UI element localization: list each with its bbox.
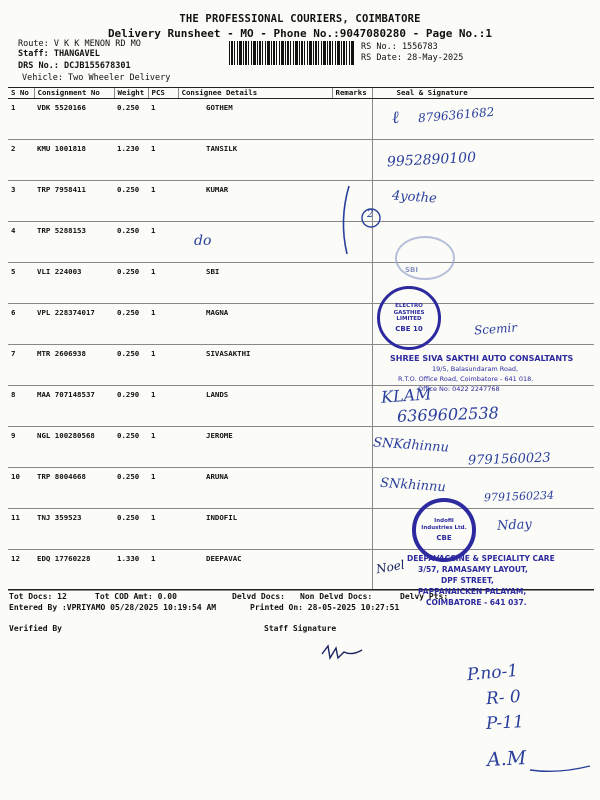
row-weight: 0.250 bbox=[114, 180, 148, 221]
siva-stamp-line4: Office No: 0422 2247768 bbox=[418, 385, 500, 393]
row-consignment: VLI 224003 bbox=[34, 262, 114, 303]
row-sno: 6 bbox=[8, 303, 34, 344]
row12-handwritten-sign: Noel bbox=[375, 557, 406, 577]
row10-handwritten-name: SNkhinnu bbox=[379, 475, 447, 496]
magna-stamp-ring: ELECTRO GASTHIES LIMITED bbox=[393, 303, 425, 323]
row7-handwritten-name: Scemir bbox=[473, 320, 518, 338]
row-sno: 9 bbox=[8, 426, 34, 467]
row-weight: 0.250 bbox=[114, 303, 148, 344]
row-consignee: SIVASAKTHI bbox=[178, 344, 332, 385]
bank-stamp-label: SBI bbox=[405, 266, 418, 274]
row-weight: 0.250 bbox=[114, 98, 148, 139]
table-row bbox=[8, 98, 594, 139]
runsheet-subtitle: Delivery Runsheet - MO - Phone No.:9047080280 - Page No.:1 bbox=[107, 27, 493, 40]
col-sno: S No bbox=[8, 87, 34, 98]
row-consignee: DEEPAVAC bbox=[178, 549, 332, 590]
row1-handwritten-phone: 8796361682 bbox=[417, 104, 495, 126]
row-consignee: GOTHEM bbox=[178, 98, 332, 139]
row3-handwritten-note: 4yothe bbox=[391, 188, 438, 207]
col-remarks: Remarks bbox=[332, 87, 372, 98]
row-remarks bbox=[332, 98, 372, 139]
row-consignment: TRP 8004668 bbox=[34, 467, 114, 508]
table-row bbox=[8, 139, 594, 180]
deepavac-stamp-line2: 3/57, RAMASAMY LAYOUT, bbox=[418, 565, 528, 574]
row9-handwritten-phone: 6369602538 bbox=[396, 403, 500, 426]
row-remarks bbox=[332, 344, 372, 385]
delivered-docs: Delvd Docs: bbox=[232, 592, 285, 601]
row-pcs: 1 bbox=[148, 344, 178, 385]
col-pcs: PCS bbox=[148, 87, 178, 98]
row2-handwritten-phone: 9952890100 bbox=[386, 149, 477, 171]
row-sno: 2 bbox=[8, 139, 34, 180]
deepavac-stamp-line4: PAPPANAICKEN PALAYAM, bbox=[418, 587, 527, 596]
row-consignee: JEROME bbox=[178, 426, 332, 467]
siva-stamp-line1: SHREE SIVA SAKTHI AUTO CONSALTANTS bbox=[390, 354, 574, 363]
barcode bbox=[229, 41, 355, 65]
total-cod: Tot COD Amt: 0.00 bbox=[95, 592, 177, 601]
row-sno: 5 bbox=[8, 262, 34, 303]
non-delivered-docs: Non Delvd Docs: bbox=[300, 592, 373, 601]
row-sno: 7 bbox=[8, 344, 34, 385]
row-weight: 0.250 bbox=[114, 262, 148, 303]
table-row bbox=[8, 262, 594, 303]
row-seal bbox=[372, 508, 594, 549]
row4-ditto-mark: do bbox=[194, 233, 212, 249]
consignment-table bbox=[8, 87, 594, 591]
row11-handwritten-note: Nday bbox=[496, 517, 533, 534]
magna-stamp-center: CBE 10 bbox=[395, 324, 423, 333]
table-row bbox=[8, 385, 594, 426]
row-pcs: 1 bbox=[148, 426, 178, 467]
row-remarks bbox=[332, 385, 372, 426]
row-weight: 0.250 bbox=[114, 344, 148, 385]
staff-signature-label: Staff Signature bbox=[264, 624, 337, 633]
table-header-row bbox=[8, 87, 594, 98]
table-row bbox=[8, 221, 594, 262]
deepavac-stamp-line1: DEEPAVACCINE & SPECIALITY CARE bbox=[407, 554, 555, 563]
row-consignment: MTR 2606938 bbox=[34, 344, 114, 385]
row-consignment: KMU 1001818 bbox=[34, 139, 114, 180]
vehicle-label: Vehicle: Two Wheeler Delivery bbox=[22, 73, 171, 83]
row-consignee: KUMAR bbox=[178, 180, 332, 221]
note-signature-tail bbox=[528, 760, 592, 778]
row-consignment: EDQ 17760228 bbox=[34, 549, 114, 590]
rs-number: RS No.: 1556783 bbox=[361, 42, 438, 52]
row-weight: 0.250 bbox=[114, 426, 148, 467]
row-sno: 8 bbox=[8, 385, 34, 426]
col-consignee: Consignee Details bbox=[178, 87, 332, 98]
row-sno: 1 bbox=[8, 98, 34, 139]
row-sno: 4 bbox=[8, 221, 34, 262]
staff-signature-scribble bbox=[318, 640, 368, 664]
rs-date: RS Date: 28-May-2025 bbox=[361, 53, 464, 63]
table-top-rule bbox=[8, 87, 594, 88]
row1-signature-mark: ℓ bbox=[390, 107, 401, 129]
drs-label: DRS No.: DCJB155678301 bbox=[18, 61, 131, 71]
entered-by: Entered By :VPRIYAMO 05/28/2025 10:19:54 AM bbox=[9, 603, 217, 612]
row-consignee: LANDS bbox=[178, 385, 332, 426]
row-remarks bbox=[332, 549, 372, 590]
delivery-points: Delvy Pts: bbox=[400, 592, 449, 601]
row-remarks bbox=[332, 262, 372, 303]
row-remarks bbox=[332, 467, 372, 508]
row-consignment: TRP 5288153 bbox=[34, 221, 114, 262]
col-seal: Seal & Signature bbox=[372, 87, 594, 98]
company-title: THE PROFESSIONAL COURIERS, COIMBATORE bbox=[179, 13, 421, 25]
row-consignee: MAGNA bbox=[178, 303, 332, 344]
row-remarks bbox=[332, 303, 372, 344]
faded-bank-stamp bbox=[395, 236, 455, 280]
table-row bbox=[8, 180, 594, 221]
row-sno: 10 bbox=[8, 467, 34, 508]
row-consignee: SBI bbox=[178, 262, 332, 303]
row-pcs: 1 bbox=[148, 139, 178, 180]
row-weight: 1.230 bbox=[114, 139, 148, 180]
row-remarks bbox=[332, 426, 372, 467]
row-consignee: TANSILK bbox=[178, 139, 332, 180]
row-consignment: TRP 7958411 bbox=[34, 180, 114, 221]
row-remarks bbox=[332, 139, 372, 180]
row-consignment: VDK 5520166 bbox=[34, 98, 114, 139]
siva-stamp-line2: 19/5, Balasundaram Road, bbox=[432, 365, 519, 373]
row-pcs: 1 bbox=[148, 262, 178, 303]
total-docs: Tot Docs: 12 bbox=[9, 592, 67, 601]
row-pcs: 1 bbox=[148, 303, 178, 344]
note-signature: A.M bbox=[486, 746, 527, 772]
row-pcs: 1 bbox=[148, 467, 178, 508]
row-sno: 12 bbox=[8, 549, 34, 590]
row9-handwritten-phone2: 9791560023 bbox=[467, 450, 551, 469]
row-consignee: INDOFIL bbox=[178, 508, 332, 549]
row-weight: 1.330 bbox=[114, 549, 148, 590]
deepavac-stamp-line3: DPF STREET, bbox=[441, 576, 494, 585]
row-remarks bbox=[332, 508, 372, 549]
bracket-mark bbox=[335, 180, 385, 260]
row-weight: 0.250 bbox=[114, 508, 148, 549]
row-pcs: 1 bbox=[148, 98, 178, 139]
row-consignment: NGL 100280568 bbox=[34, 426, 114, 467]
row9-handwritten-name: SNKdhinnu bbox=[372, 435, 450, 456]
note-p11: P-11 bbox=[485, 712, 525, 734]
row-pcs: 1 bbox=[148, 221, 178, 262]
siva-stamp-line3: R.T.O. Office Road, Coimbatore - 641 018. bbox=[398, 375, 534, 383]
verified-by-label: Verified By bbox=[9, 624, 62, 633]
row-consignment: TNJ 359523 bbox=[34, 508, 114, 549]
row-sno: 11 bbox=[8, 508, 34, 549]
staff-label: Staff: THANGAVEL bbox=[18, 49, 100, 59]
bracket-number: 2 bbox=[367, 209, 374, 220]
indofil-stamp-ring: Indofil Industries Ltd. bbox=[421, 518, 467, 531]
row-weight: 0.250 bbox=[114, 221, 148, 262]
col-consignment: Consignment No bbox=[34, 87, 114, 98]
row10-handwritten-phone: 9791560234 bbox=[483, 488, 555, 505]
row-consignment: MAA 707148537 bbox=[34, 385, 114, 426]
row-pcs: 1 bbox=[148, 385, 178, 426]
row-consignee: ARUNA bbox=[178, 467, 332, 508]
row-pcs: 1 bbox=[148, 508, 178, 549]
row-pcs: 1 bbox=[148, 549, 178, 590]
row-sno: 3 bbox=[8, 180, 34, 221]
printed-on: Printed On: 28-05-2025 10:27:51 bbox=[250, 603, 400, 612]
route-label: Route: V K K MENON RD MO bbox=[18, 39, 141, 49]
row8-handwritten-name: KLAM bbox=[380, 384, 433, 407]
magna-round-stamp bbox=[377, 286, 441, 350]
col-weight: Weight bbox=[114, 87, 148, 98]
indofil-round-stamp bbox=[412, 498, 476, 562]
row-consignment: VPL 228374017 bbox=[34, 303, 114, 344]
row-weight: 0.290 bbox=[114, 385, 148, 426]
indofil-stamp-center: CBE bbox=[436, 533, 452, 542]
note-r: R- 0 bbox=[485, 686, 522, 710]
row-pcs: 1 bbox=[148, 180, 178, 221]
row-weight: 0.250 bbox=[114, 467, 148, 508]
note-pno: P.no-1 bbox=[466, 660, 519, 686]
deepavac-stamp-line5: COIMBATORE - 641 037. bbox=[426, 598, 527, 607]
